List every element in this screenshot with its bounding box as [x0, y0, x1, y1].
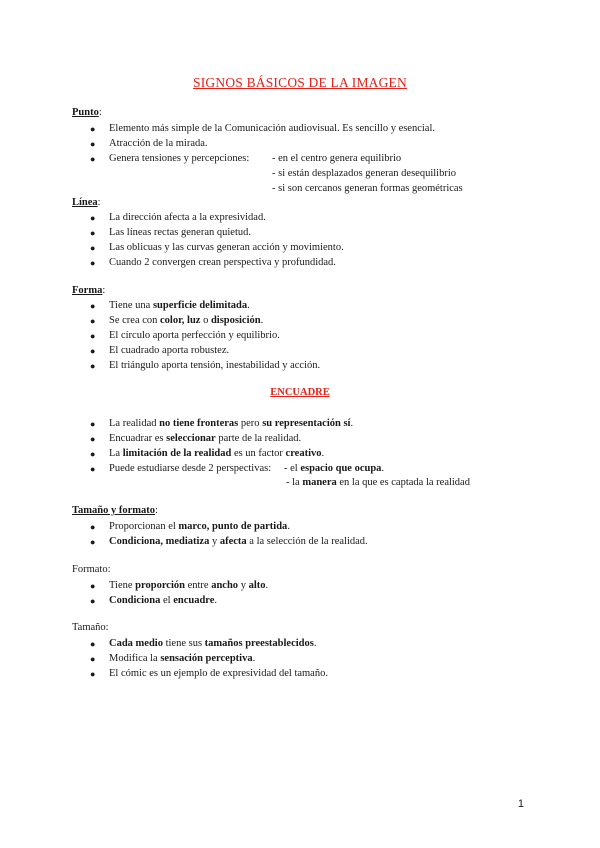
page-title: SIGNOS BÁSICOS DE LA IMAGEN: [193, 75, 407, 90]
section-forma-heading: [72, 285, 105, 296]
list-item: Condiciona el encuadre.: [109, 595, 218, 606]
list-item: El cuadrado aporta robustez.: [109, 345, 230, 356]
list-item: Las líneas rectas generan quietud.: [109, 227, 251, 238]
bullet: ●: [90, 213, 96, 223]
bullet: ●: [90, 434, 96, 444]
bullet: ●: [90, 301, 96, 311]
list-item: Cuando 2 convergen crean perspectiva y profundidad.: [109, 257, 336, 268]
list-item: Genera tensiones y percepciones:: [109, 153, 250, 164]
section-linea-heading: [72, 197, 101, 208]
section-label: Forma: [72, 285, 103, 296]
bullet: ●: [90, 331, 96, 341]
list-item: Cada medio tiene sus tamaños preestablecidos.: [109, 638, 317, 649]
list-item: El cómic es un ejemplo de expresividad del tamaño.: [109, 668, 328, 679]
bullet: ●: [90, 346, 96, 356]
list-item: El círculo aporta perfección y equilibrio.: [109, 330, 280, 341]
bullet: ●: [90, 361, 96, 371]
list-item: Puede estudiarse desde 2 perspectivas:: [109, 463, 272, 474]
section-colon: :: [155, 505, 158, 516]
section-label: Línea: [72, 197, 98, 208]
bullet: ●: [90, 154, 96, 164]
bullet: ●: [90, 139, 96, 149]
section-label: Tamaño y formato: [72, 505, 156, 516]
list-item: Elemento más simple de la Comunicación audiovisual. Es sencillo y esencial.: [109, 123, 436, 134]
bullet: ●: [90, 654, 96, 664]
bullet: ●: [90, 581, 96, 591]
list-item: Tiene una superficie delimitada.: [109, 300, 250, 311]
list-item: La dirección afecta a la expresividad.: [109, 212, 266, 223]
list-item: La realidad no tiene fronteras pero su representación sí.: [109, 418, 354, 429]
bullet: ●: [90, 464, 96, 474]
section-colon: :: [98, 107, 102, 118]
bullet: ●: [90, 124, 96, 134]
page-number: 1: [517, 798, 524, 810]
sub-item: - en el centro genera equilibrio: [272, 153, 402, 164]
bullet: ●: [90, 537, 96, 547]
list-item: Las oblicuas y las curvas generan acción y movimiento.: [109, 242, 344, 253]
bullet: ●: [90, 596, 96, 606]
section-formato-heading: Formato:: [72, 564, 111, 575]
list-item: Encuadrar es seleccionar parte de la realidad.: [109, 433, 302, 444]
bullet: ●: [90, 258, 96, 268]
list-item: Proporcionan el marco, punto de partida.: [109, 521, 290, 532]
section-colon: :: [97, 197, 101, 208]
bullet: ●: [90, 243, 96, 253]
sub-item: - si están desplazados generan desequilibrio: [272, 168, 456, 179]
list-item: Atracción de la mirada.: [109, 138, 208, 149]
list-item: Modifica la sensación perceptiva.: [109, 653, 256, 664]
sub-item: - si son cercanos generan formas geométricas: [272, 183, 463, 194]
bullet: ●: [90, 228, 96, 238]
section-colon: :: [102, 285, 106, 296]
list-item: Se crea con color, luz o disposición.: [109, 315, 264, 326]
section-encuadre-heading: ENCUADRE: [270, 387, 330, 398]
list-item: Tiene proporción entre ancho y alto.: [109, 580, 269, 591]
list-item: El triángulo aporta tensión, inestabilidad y acción.: [109, 360, 321, 371]
sub-item: - el espacio que ocupa.: [284, 463, 385, 474]
section-tamano-formato-heading: [72, 505, 158, 516]
section-label: Punto: [72, 107, 99, 118]
list-item: La limitación de la realidad es un factor creativo.: [109, 448, 325, 459]
bullet: ●: [90, 522, 96, 532]
bullet: ●: [90, 639, 96, 649]
section-punto-heading: [72, 107, 102, 118]
section-tamano-heading: Tamaño:: [72, 622, 109, 633]
sub-item: - la manera en la que es captada la realidad: [286, 477, 470, 488]
bullet: ●: [90, 419, 96, 429]
bullet: ●: [90, 669, 96, 679]
bullet: ●: [90, 449, 96, 459]
bullet: ●: [90, 316, 96, 326]
list-item: Condiciona, mediatiza y afecta a la selección de la realidad.: [109, 536, 368, 547]
